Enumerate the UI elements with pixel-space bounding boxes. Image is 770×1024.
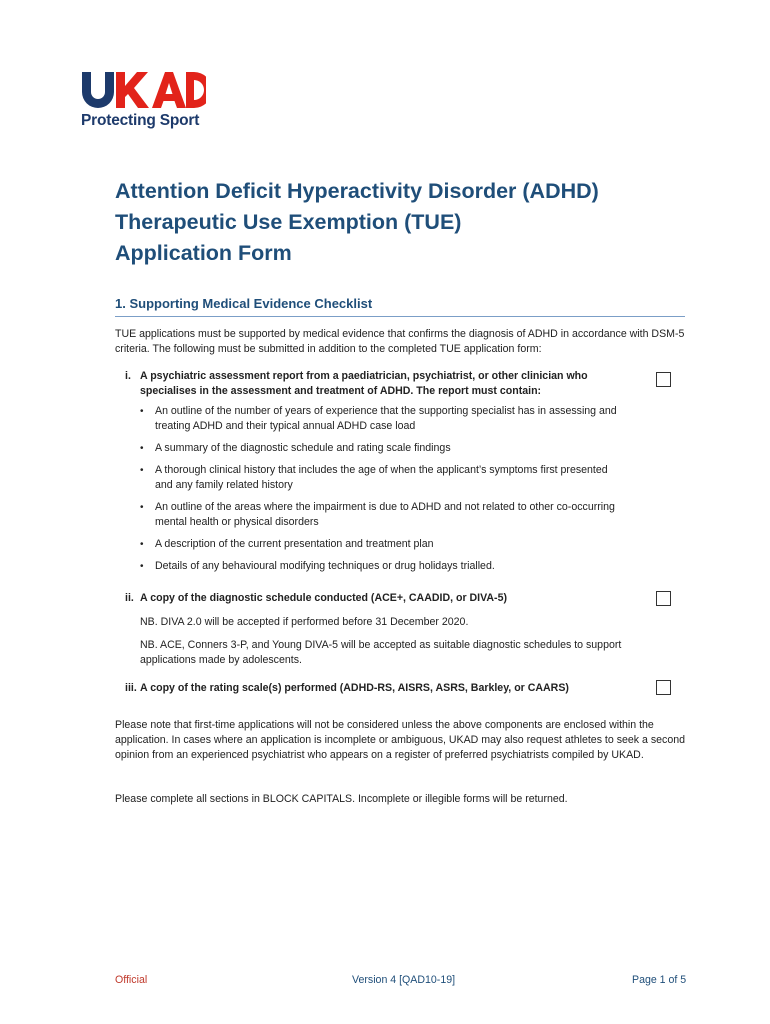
intro-paragraph: TUE applications must be supported by medical evidence that confirms the diagnosis of ADHD in accordance with DSM-5 criteria. The following must be submitted in addition to the completed TUE application form: <box>115 328 685 355</box>
footer-version: Version 4 [QAD10-19] <box>352 974 456 986</box>
adolescent-note: NB. ACE, Conners 3-P, and Young DIVA-5 will be accepted as suitable diagnostic schedules to support applications made by adolescents. <box>140 639 622 666</box>
first-time-applications-note: Please note that first-time applications will not be considered unless the above components are enclosed within the application. In cases where an application is incomplete or ambiguous, UKAD may also request athletes to seek a second opinion from an experienced psychiatrist who appears on a register of preferred psychiatrists compiled by UKAD. <box>115 719 686 761</box>
list-item: • A thorough clinical history that includes the age of when the applicant’s symptoms first presented and any family related history <box>140 463 620 493</box>
list-item: • A summary of the diagnostic schedule and rating scale findings <box>140 441 620 456</box>
checkbox-item-iii[interactable] <box>656 680 671 695</box>
checkbox-item-ii[interactable] <box>656 591 671 606</box>
checklist-item-ii <box>125 591 640 606</box>
diva-note: NB. DIVA 2.0 will be accepted if performed before 31 December 2020. <box>140 616 469 628</box>
title-line-3: Application Form <box>115 241 292 265</box>
item-number: ii. <box>125 592 134 604</box>
block-capitals-note: Please complete all sections in BLOCK CAPITALS. Incomplete or illegible forms will be returned. <box>115 793 568 805</box>
ukad-logo-mark <box>80 68 206 110</box>
item-number: iii. <box>125 682 137 694</box>
list-item: • An outline of the number of years of experience that the supporting specialist has in assessing and treating ADHD and their typical annual ADHD case load <box>140 404 620 434</box>
checklist-item-i <box>125 369 640 399</box>
logo-tagline: Protecting Sport <box>81 112 200 129</box>
ukad-logo <box>80 68 206 129</box>
list-item: • Details of any behavioural modifying techniques or drug holidays trialled. <box>140 559 620 574</box>
checklist-item-iii <box>125 681 640 696</box>
page-title <box>115 176 599 269</box>
title-line-2: Therapeutic Use Exemption (TUE) <box>115 210 462 234</box>
item-text: A copy of the diagnostic schedule conducted (ACE+, CAADID, or DIVA-5) <box>140 592 507 604</box>
footer-classification: Official <box>115 974 148 986</box>
checkbox-item-i[interactable] <box>656 372 671 387</box>
footer-page-number: Page 1 of 5 <box>632 974 687 986</box>
item-text: A copy of the rating scale(s) performed (ADHD-RS, AISRS, ASRS, Barkley, or CAARS) <box>140 682 569 694</box>
report-requirements-list <box>140 404 620 581</box>
section-heading: 1. Supporting Medical Evidence Checklist <box>115 296 685 317</box>
list-item: • A description of the current presentation and treatment plan <box>140 537 620 552</box>
list-item: • An outline of the areas where the impairment is due to ADHD and not related to other co-occurring mental health or physical disorders <box>140 500 620 530</box>
item-text: A psychiatric assessment report from a paediatrician, psychiatrist, or other clinician who specialises in the assessment and treatment of ADHD. The report must contain: <box>140 370 588 397</box>
item-number: i. <box>125 370 131 382</box>
title-line-1: Attention Deficit Hyperactivity Disorder (ADHD) <box>115 179 599 203</box>
